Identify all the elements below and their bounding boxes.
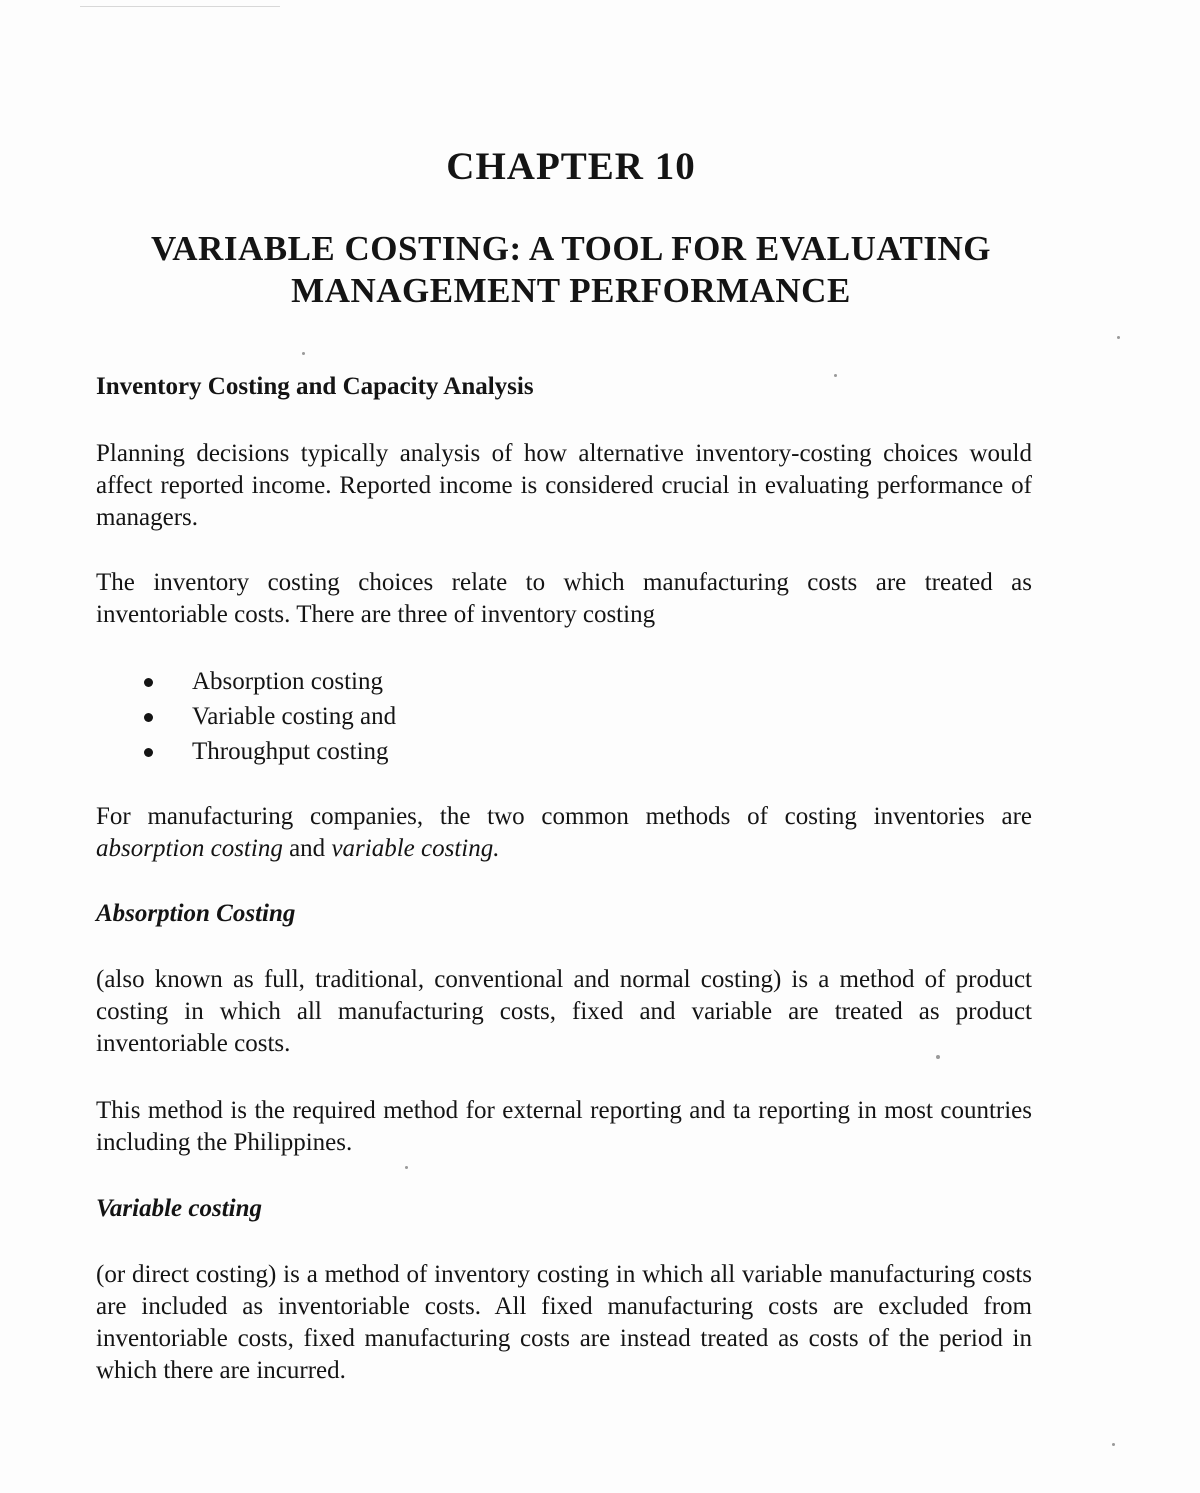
list-item-label: Absorption costing (192, 668, 383, 695)
paragraph-inventory-choices: The inventory costing choices relate to which manufacturing costs are treated as inventoriable costs. There are three of inventory costing (96, 569, 1032, 628)
scan-speck (936, 1055, 940, 1059)
paragraph-text: For manufacturing companies, the two common methods of costing inventories are (96, 803, 1032, 830)
variable-costing-heading: Variable costing (96, 1195, 262, 1222)
list-item (140, 664, 396, 699)
paragraph-common-methods (96, 801, 1032, 865)
term-absorption-costing: absorption costing (96, 835, 283, 862)
bullet-icon (144, 713, 153, 722)
chapter-title-line-2: MANAGEMENT PERFORMANCE (291, 271, 851, 310)
list-item (140, 699, 396, 734)
bullet-icon (144, 748, 153, 757)
scan-speck (302, 352, 305, 355)
chapter-title-line-1: VARIABLE COSTING: A TOOL FOR EVALUATING (151, 229, 991, 268)
costing-methods-list (140, 664, 396, 769)
scan-speck (1112, 1443, 1115, 1446)
list-item (140, 734, 396, 769)
absorption-costing-heading: Absorption Costing (96, 900, 296, 927)
paragraph-absorption-definition: (also known as full, traditional, conventional and normal costing) is a method of product costing in which all manufacturing costs, fixed and variable are treated as product inventoriable costs. (96, 966, 1032, 1057)
paragraph-absorption-requirement: This method is the required method for external reporting and ta reporting in most countries including the Philippines. (96, 1097, 1032, 1156)
scan-edge-line (80, 6, 280, 7)
chapter-number: CHAPTER 10 (446, 145, 696, 188)
chapter-title (60, 228, 1082, 312)
term-variable-costing: variable costing. (331, 835, 500, 862)
list-item-label: Variable costing and (192, 703, 397, 730)
paragraph-variable-definition: (or direct costing) is a method of inventory costing in which all variable manufacturing costs are included as inventoriable costs. All fixed manufacturing costs are excluded from inventoriable costs, fixed manufacturing costs are instead treated as costs of the period in which there are incurred. (96, 1261, 1032, 1384)
bullet-icon (144, 678, 153, 687)
list-item-label: Throughput costing (192, 738, 389, 765)
paragraph-text: and (282, 835, 332, 862)
paragraph-planning-decisions: Planning decisions typically analysis of how alternative inventory-costing choices would affect reported income. Reported income is considered crucial in evaluating performance of managers. (96, 440, 1032, 531)
section-heading: Inventory Costing and Capacity Analysis (96, 373, 534, 400)
scan-speck (834, 374, 837, 377)
scan-speck (405, 1166, 408, 1169)
scan-speck (1117, 336, 1120, 339)
